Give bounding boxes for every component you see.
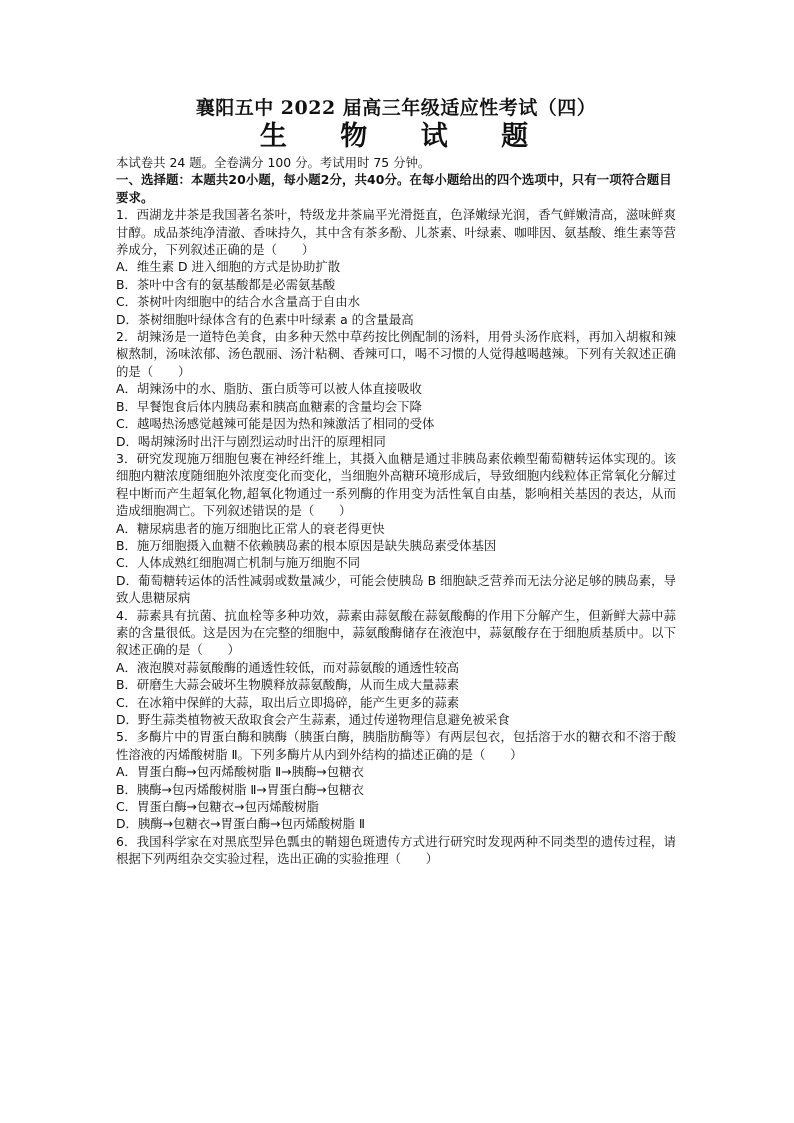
option-a: A．胃蛋白酶→包丙烯酸树脂 Ⅱ→胰酶→包糖衣 bbox=[116, 764, 364, 780]
exam-instructions: 本试卷共 24 题。全卷满分 100 分。考试用时 75 分钟。 bbox=[116, 155, 431, 170]
subject-title: 生 物 试 题 bbox=[259, 121, 551, 152]
question-stem: 1．西湖龙井茶是我国著名茶叶，特级龙井茶扁平光滑挺直，色泽嫩绿光润，香气鲜嫩清高，滋味鲜爽甘醇。成品茶纯净清澈、香味持久，其中含有茶多酚、儿茶素、叶绿素、咖啡因、氨基酸、维生素等营养成分，下列叙述正确的是（ ） bbox=[116, 207, 676, 258]
option-b: B．施万细胞摄入血糖不依赖胰岛素的根本原因是缺失胰岛素受体基因 bbox=[116, 537, 497, 553]
exam-page bbox=[116, 96, 676, 868]
question-5 bbox=[116, 728, 676, 832]
question-4 bbox=[116, 607, 676, 729]
option-b: B．研磨生大蒜会破坏生物膜释放蒜氨酸酶，从而生成大量蒜素 bbox=[116, 677, 460, 693]
option-c: C．越喝热汤感觉越辣可能是因为热和辣激活了相同的受体 bbox=[116, 416, 435, 432]
option-c: C．人体成熟红细胞凋亡机制与施万细胞不同 bbox=[116, 555, 361, 571]
option-a: A．糖尿病患者的施万细胞比正常人的衰老得更快 bbox=[116, 520, 385, 536]
option-b: B．胰酶→包丙烯酸树脂 Ⅱ→胃蛋白酶→包糖衣 bbox=[116, 781, 364, 797]
option-a: A．维生素 D 进入细胞的方式是协助扩散 bbox=[116, 259, 341, 275]
question-stem: 3．研究发现施万细胞包裹在神经纤维上，其摄入血糖是通过非胰岛素依赖型葡萄糖转运体实现的。该细胞内糖浓度随细胞外浓度变化而变化，当细胞外高糖环境形成后，导致细胞内线粒体正常氧化分解过程中断而产生超氧化物,超氧化物通过一系列酶的作用变为活性氧自由基，影响相关基因的表达，从而造成细胞凋亡。下列叙述错误的是（ ） bbox=[116, 450, 676, 519]
question-stem: 5．多酶片中的胃蛋白酶和胰酶（胰蛋白酶，胰脂肪酶等）有两层包衣，包括溶于水的糖衣和不溶于酸性溶液的丙烯酸树脂 Ⅱ。下列多酶片从内到外结构的描述正确的是（ ） bbox=[116, 729, 676, 762]
question-1 bbox=[116, 206, 676, 328]
exam-title: 襄阳五中 2022 届高三年级适应性考试（四） bbox=[195, 97, 597, 119]
question-stem: 4．蒜素具有抗菌、抗血栓等多种功效，蒜素由蒜氨酸在蒜氨酸酶的作用下分解产生，但新鲜大蒜中蒜素的含量很低。这是因为在完整的细胞中，蒜氨酸酶储存在液泡中，蒜氨酸存在于细胞质基质中。以下叙述正确的是（ ） bbox=[116, 607, 676, 658]
option-b: B．茶叶中含有的氨基酸都是必需氨基酸 bbox=[116, 276, 336, 292]
option-a: A．液泡膜对蒜氨酸酶的通透性较低，而对蒜氨酸的通透性较高 bbox=[116, 659, 460, 675]
section-heading: 一、选择题：本题共20小题，每小题2分，共40分。在每小题给出的四个选项中，只有一项符合题目要求。 bbox=[116, 172, 672, 205]
option-c: C．茶树叶肉细胞中的结合水含量高于自由水 bbox=[116, 294, 361, 310]
option-d: D．茶树细胞叶绿体含有的色素中叶绿素 a 的含量最高 bbox=[116, 311, 414, 327]
question-3 bbox=[116, 450, 676, 607]
question-stem: 2．胡辣汤是一道特色美食，由多种天然中草药按比例配制的汤料，用骨头汤作底料，再加入胡椒和辣椒熬制，汤味浓郁、汤色靓丽、汤汁粘稠、香辣可口，喝不习惯的人觉得越喝越辣。下列有关叙述正确的是（ ） bbox=[116, 329, 676, 379]
option-a: A．胡辣汤中的水、脂肪、蛋白质等可以被人体直接吸收 bbox=[116, 381, 422, 397]
option-c: C．胃蛋白酶→包糖衣→包丙烯酸树脂 bbox=[116, 799, 319, 815]
option-d: D．野生蒜类植物被天敌取食会产生蒜素，通过传递物理信息避免被采食 bbox=[116, 712, 510, 727]
question-2 bbox=[116, 328, 676, 450]
question-6 bbox=[116, 833, 676, 868]
option-c: C．在冰箱中保鲜的大蒜，取出后立即捣碎，能产生更多的蒜素 bbox=[116, 694, 460, 710]
option-d: D．葡萄糖转运体的活性减弱或数量减少，可能会使胰岛 B 细胞缺乏营养而无法分泌足够的胰岛素，导致人患糖尿病 bbox=[116, 572, 676, 606]
option-d: D．胰酶→包糖衣→胃蛋白酶→包丙烯酸树脂 Ⅱ bbox=[116, 816, 365, 832]
option-d: D．喝胡辣汤时出汗与剧烈运动时出汗的原理相同 bbox=[116, 433, 386, 449]
option-b: B．早餐饱食后体内胰岛素和胰高血糖素的含量均会下降 bbox=[116, 398, 422, 414]
question-stem: 6．我国科学家在对黑底型异色瓢虫的鞘翅色斑遗传方式进行研究时发现两种不同类型的遗传过程，请根据下列两组杂交实验过程，选出正确的实验推理（ ） bbox=[116, 833, 676, 867]
